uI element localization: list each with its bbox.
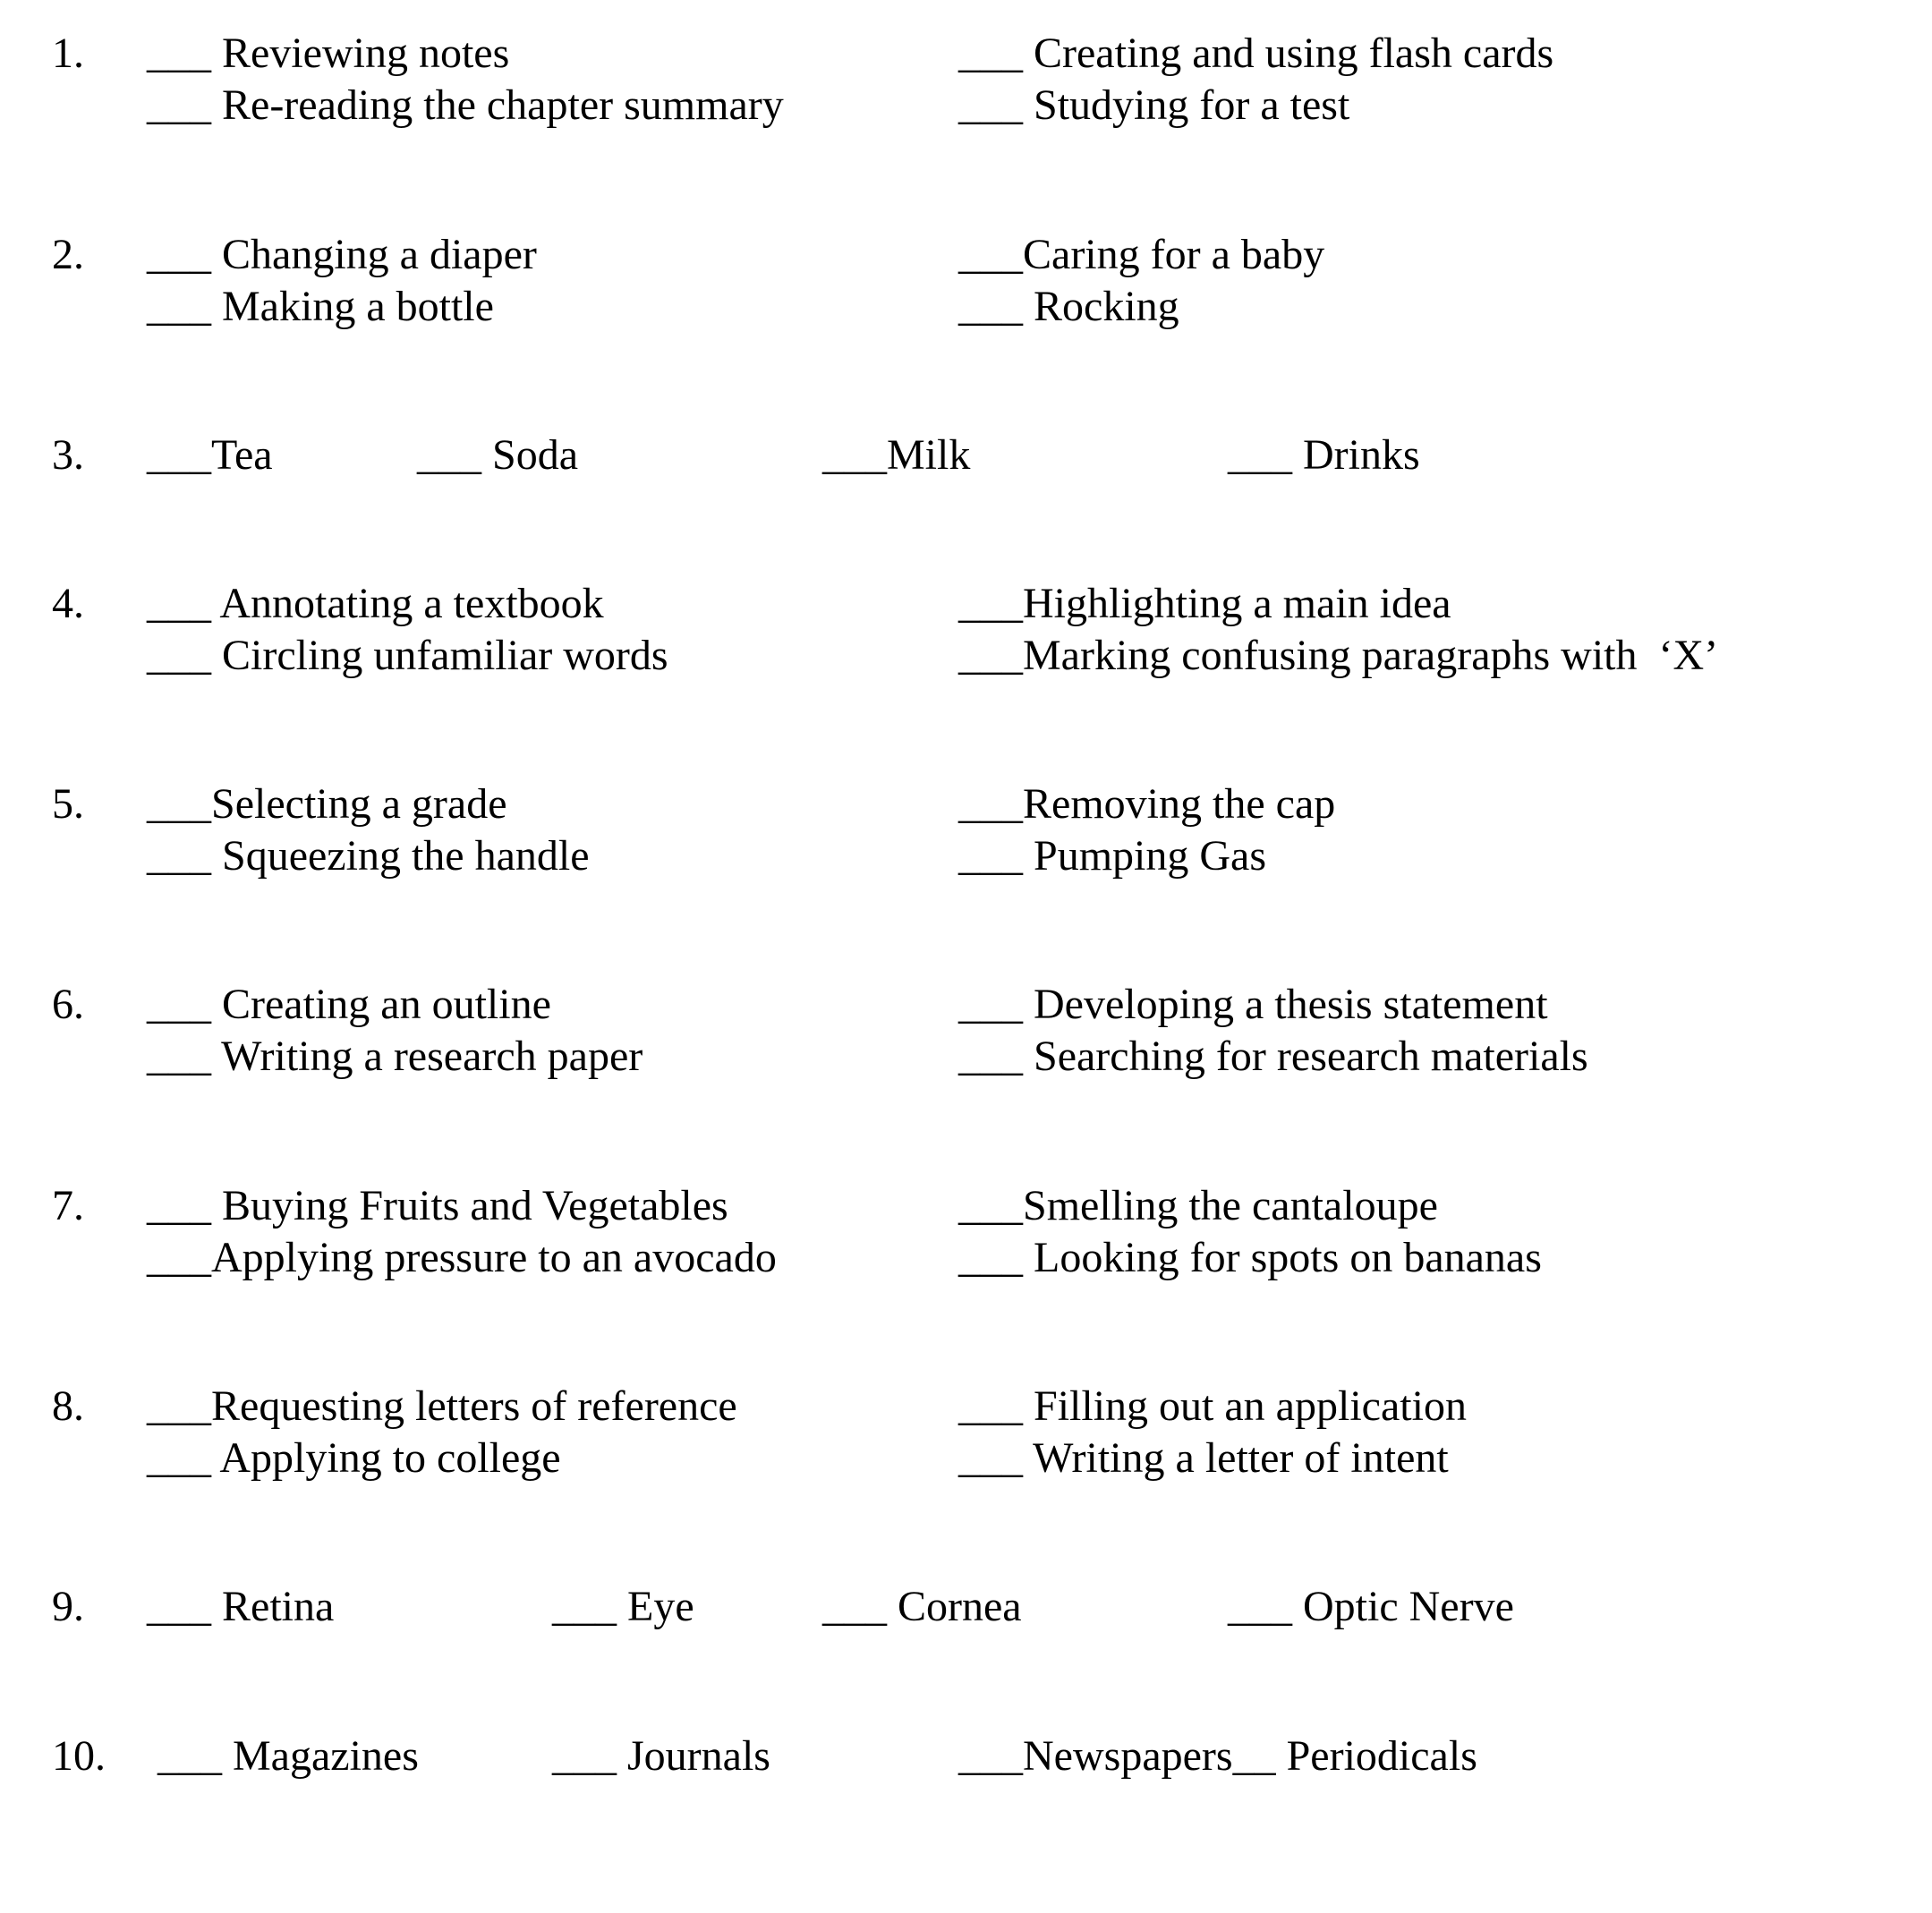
- option-text: ___ Optic Nerve: [1228, 1583, 1514, 1630]
- option-text: ___Caring for a baby: [958, 231, 1325, 278]
- option-text: ___ Soda: [417, 431, 578, 479]
- option-text: ___ Retina: [147, 1583, 335, 1630]
- question-number: 1.: [52, 30, 84, 77]
- option-text: ___ Applying to college: [147, 1434, 561, 1482]
- option-text: ___Highlighting a main idea: [958, 580, 1451, 627]
- option-text: ___ Reviewing notes: [147, 30, 510, 77]
- option-text: ___ Creating and using flash cards: [958, 30, 1554, 77]
- question-number: 6.: [52, 981, 84, 1028]
- option-text: ___ Drinks: [1228, 431, 1420, 479]
- option-text: ___Tea: [147, 431, 273, 479]
- option-text: ___Smelling the cantaloupe: [958, 1182, 1438, 1229]
- option-text: ___ Pumping Gas: [958, 832, 1267, 880]
- question-number: 10.: [52, 1732, 106, 1780]
- option-text: ___Applying pressure to an avocado: [147, 1234, 777, 1281]
- question-number: 4.: [52, 580, 84, 627]
- question-number: 5.: [52, 780, 84, 828]
- option-text: ___ Cornea: [822, 1583, 1022, 1630]
- option-text: ___Selecting a grade: [147, 780, 507, 828]
- option-text: ___Milk: [822, 431, 971, 479]
- option-text: ___ Circling unfamiliar words: [147, 632, 668, 679]
- option-text: ___ Squeezing the handle: [147, 832, 590, 880]
- option-text: ___Removing the cap: [958, 780, 1336, 828]
- option-text: ___ Studying for a test: [958, 81, 1350, 129]
- question-number: 7.: [52, 1182, 84, 1229]
- option-text: ___ Magazines: [157, 1732, 419, 1780]
- option-text: ___ Writing a letter of intent: [958, 1434, 1449, 1482]
- option-text: ___ Filling out an application: [958, 1382, 1467, 1430]
- option-text: ___Newspapers__ Periodicals: [958, 1732, 1477, 1780]
- option-text: ___Requesting letters of reference: [147, 1382, 737, 1430]
- question-number: 2.: [52, 231, 84, 278]
- option-text: ___ Rocking: [958, 283, 1179, 330]
- option-text: ___ Searching for research materials: [958, 1033, 1588, 1080]
- option-text: ___ Developing a thesis statement: [958, 981, 1548, 1028]
- option-text: ___ Buying Fruits and Vegetables: [147, 1182, 728, 1229]
- option-text: ___ Creating an outline: [147, 981, 551, 1028]
- option-text: ___ Eye: [552, 1583, 694, 1630]
- option-text: ___ Making a bottle: [147, 283, 494, 330]
- question-number: 3.: [52, 431, 84, 479]
- option-text: ___ Re-reading the chapter summary: [147, 81, 784, 129]
- option-text: ___ Writing a research paper: [147, 1033, 643, 1080]
- option-text: ___ Looking for spots on bananas: [958, 1234, 1542, 1281]
- option-text: ___ Changing a diaper: [147, 231, 537, 278]
- question-number: 9.: [52, 1583, 84, 1630]
- option-text: ___Marking confusing paragraphs with ‘X’: [958, 632, 1719, 679]
- question-number: 8.: [52, 1382, 84, 1430]
- option-text: ___ Journals: [552, 1732, 770, 1780]
- option-text: ___ Annotating a textbook: [147, 580, 604, 627]
